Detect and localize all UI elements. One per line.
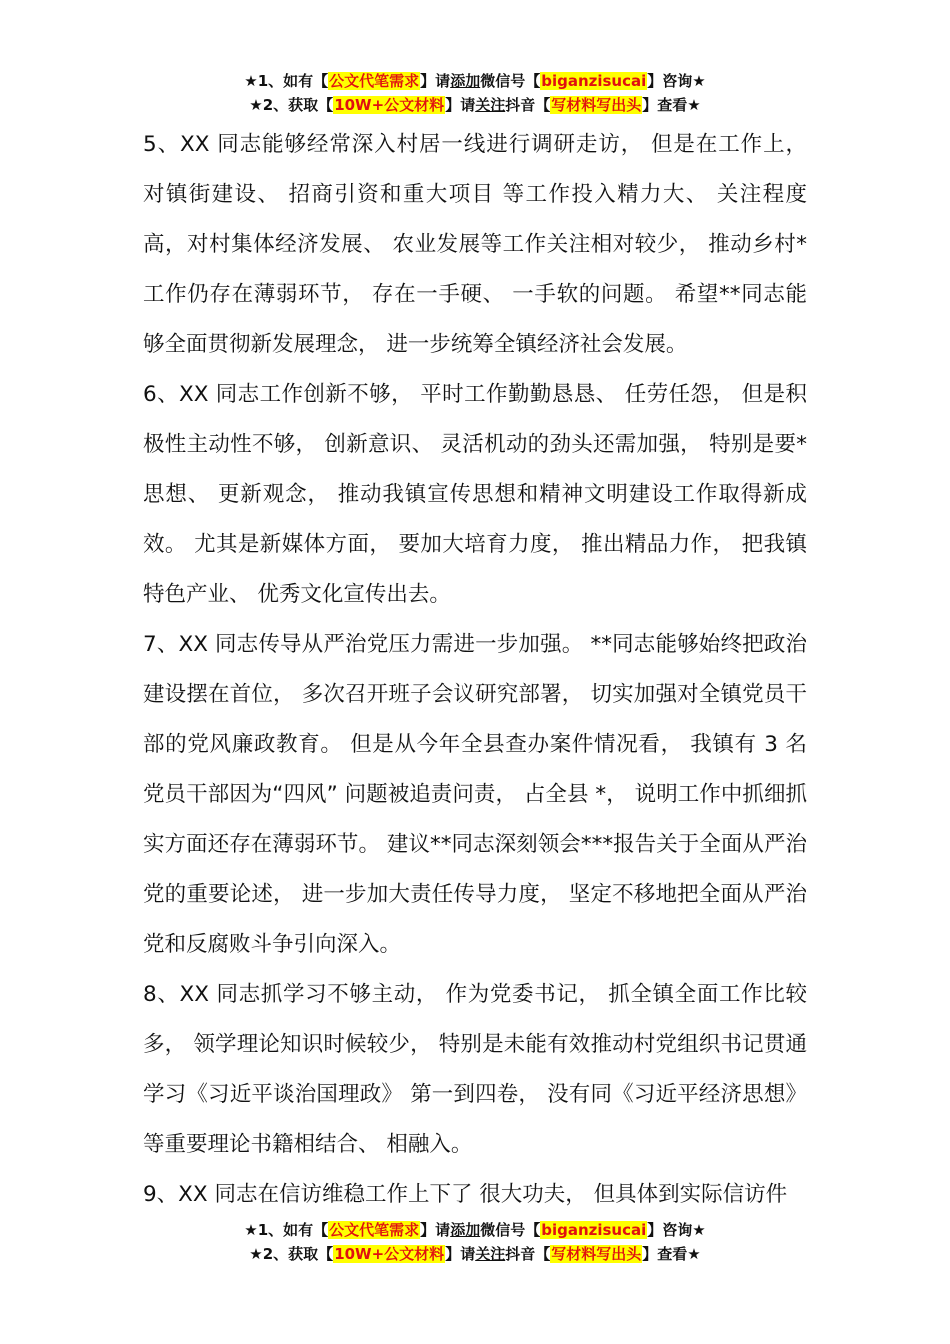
highlight-wechat-id: biganzisucai [541, 72, 647, 90]
banner-line-2 [0, 93, 950, 117]
banner-text: 抖音【 [505, 96, 551, 114]
banner-text: 微信号【 [480, 72, 541, 90]
underlined-text: 关注 [475, 1245, 506, 1263]
footer-banner [0, 1218, 950, 1266]
banner-text: 微信号【 [480, 1221, 541, 1239]
highlight-materials: 10W+公文材料 [334, 96, 445, 114]
underlined-text: 关注 [475, 96, 506, 114]
banner-text: 】查看★ [642, 96, 701, 114]
banner-text: ★2、获取【 [249, 96, 334, 114]
paragraph-6: 6、XX 同志工作创新不够， 平时工作勤勤恳恳、 任劳任怨， 但是积极性主动性不够， 创新意识、 灵活机动的劲头还需加强， 特别是要*思想、 更新观念， 推动我镇宣传思想和精神文明建设工作取得新成效。 尤其是新媒体方面， 要加大培育力度， 推出精品力作， 把我镇特色产业、 优秀文化宣传出去。 [143, 382, 807, 607]
banner-line-2 [0, 1242, 950, 1266]
banner-text: 】请 [445, 1245, 476, 1263]
banner-line-1 [0, 1218, 950, 1242]
banner-text: ★1、如有【 [244, 1221, 329, 1239]
banner-text: 抖音【 [505, 1245, 551, 1263]
paragraph-9: 9、XX 同志在信访维稳工作上下了 很大功夫， 但具体到实际信访件 [143, 1182, 788, 1207]
highlight-service: 公文代笔需求 [329, 1221, 420, 1239]
banner-text: ★1、如有【 [244, 72, 329, 90]
banner-text: 】请 [420, 1221, 451, 1239]
document-body [143, 120, 807, 1220]
banner-text: ★2、获取【 [249, 1245, 334, 1263]
banner-text: 】请 [420, 72, 451, 90]
header-banner [0, 69, 950, 117]
banner-text: 】查看★ [642, 1245, 701, 1263]
highlight-douyin: 写材料写出头 [551, 1245, 642, 1263]
banner-line-1 [0, 69, 950, 93]
highlight-wechat-id: biganzisucai [541, 1221, 647, 1239]
paragraph-8: 8、XX 同志抓学习不够主动， 作为党委书记， 抓全镇全面工作比较多， 领学理论知识时候较少， 特别是未能有效推动村党组织书记贯通学习《习近平谈治国理政》 第一到四卷， 没有同《习近平经济思想》等重要理论书籍相结合、 相融入。 [143, 982, 807, 1157]
highlight-douyin: 写材料写出头 [551, 96, 642, 114]
banner-text: 】请 [445, 96, 476, 114]
underlined-text: 添加 [450, 72, 481, 90]
paragraph-7: 7、XX 同志传导从严治党压力需进一步加强。 **同志能够始终把政治建设摆在首位， 多次召开班子会议研究部署， 切实加强对全镇党员干部的党风廉政教育。 但是从今年全县查办案件情况看， 我镇有 3 名党员干部因为“四风” 问题被追责问责， 占全县 *， 说明工作中抓细抓实方面还存在薄弱环节。 建议**同志深刻领会***报告关于全面从严治党的重要论述， 进一步加大责任传导力度， 坚定不移地把全面从严治党和反腐败斗争引向深入。 [143, 632, 807, 957]
banner-text: 】咨询★ [647, 1221, 706, 1239]
paragraph-5: 5、XX 同志能够经常深入村居一线进行调研走访， 但是在工作上， 对镇街建设、 招商引资和重大项目 等工作投入精力大、 关注程度高，对村集体经济发展、 农业发展等工作关注相对较少， 推动乡村*工作仍存在薄弱环节， 存在一手硬、 一手软的问题。 希望**同志能够全面贯彻新发展理念， 进一步统筹全镇经济社会发展。 [143, 132, 807, 357]
banner-text: 】咨询★ [647, 72, 706, 90]
highlight-materials: 10W+公文材料 [334, 1245, 445, 1263]
highlight-service: 公文代笔需求 [329, 72, 420, 90]
underlined-text: 添加 [450, 1221, 481, 1239]
